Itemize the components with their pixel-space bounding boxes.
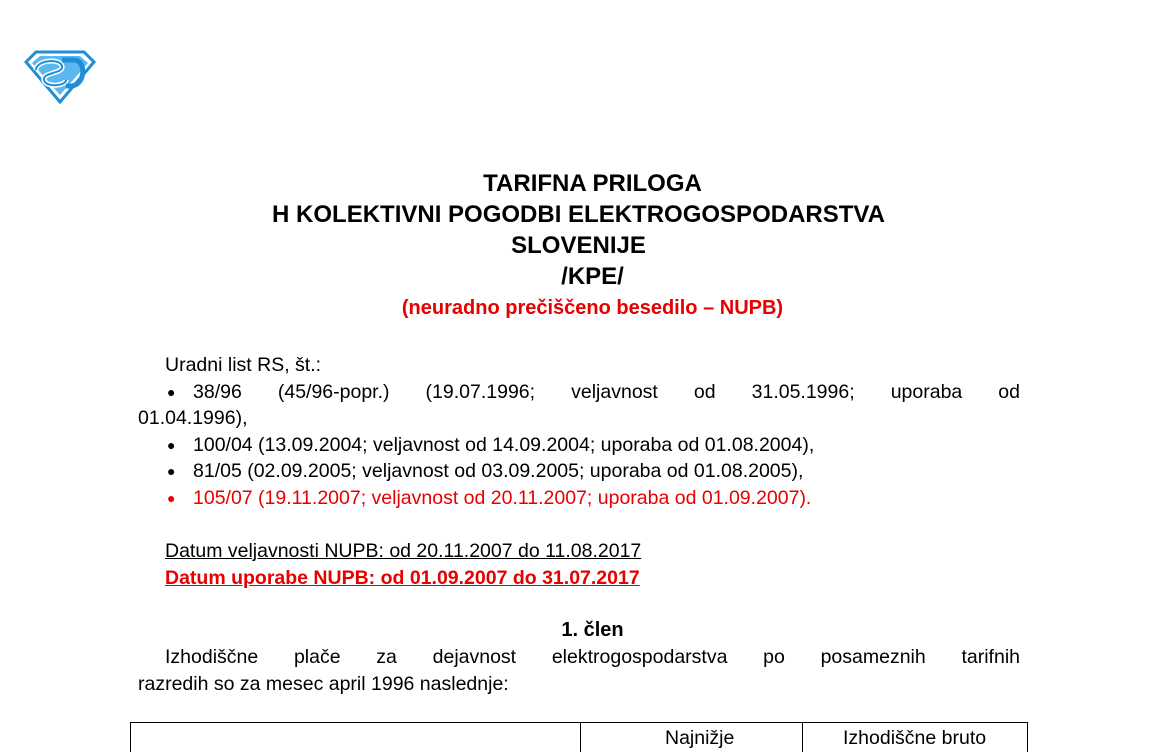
table-column-divider bbox=[802, 723, 803, 752]
list-item-text: 100/04 (13.09.2004; veljavnost od 14.09.2004; uporaba od 01.08.2004), bbox=[193, 433, 815, 456]
elektro-slovenija-logo-icon bbox=[22, 48, 96, 104]
list-item bbox=[138, 485, 1020, 512]
list-item-text: 105/07 (19.11.2007; veljavnost od 20.11.2007; uporaba od 01.09.2007). bbox=[193, 486, 812, 509]
list-item bbox=[138, 458, 1020, 485]
list-item-continuation: 01.04.1996), bbox=[138, 407, 248, 429]
gazette-lead: Uradni list RS, št.: bbox=[165, 354, 322, 376]
gazette-references bbox=[138, 352, 1020, 511]
table-header-cell: Izhodiščne bruto bbox=[843, 727, 987, 749]
bullet-icon: ● bbox=[167, 489, 176, 506]
list-item bbox=[138, 379, 1020, 406]
title-line: /KPE/ bbox=[561, 263, 624, 290]
bullet-icon: ● bbox=[167, 383, 176, 400]
salary-table bbox=[130, 722, 1028, 752]
nupb-dates bbox=[138, 538, 1020, 591]
list-item-text: 81/05 (02.09.2005; veljavnost od 03.09.2005; uporaba od 01.08.2005), bbox=[193, 460, 804, 482]
document-title-block bbox=[0, 168, 1157, 322]
title-line: H KOLEKTIVNI POGODBI ELEKTROGOSPODARSTVA bbox=[272, 201, 885, 228]
validity-date-line: Datum veljavnosti NUPB: od 20.11.2007 do 11.08.2017 bbox=[165, 540, 642, 562]
list-item bbox=[138, 432, 1020, 459]
bullet-icon: ● bbox=[167, 436, 176, 453]
table-header-cell: Najnižje bbox=[665, 727, 735, 749]
article-body bbox=[138, 644, 1020, 697]
document-subtitle: (neuradno prečiščeno besedilo – NUPB) bbox=[401, 297, 784, 319]
title-line: SLOVENIJE bbox=[511, 232, 646, 259]
article-text-line: razredih so za mesec april 1996 naslednje: bbox=[138, 672, 509, 695]
article-title: 1. člen bbox=[561, 619, 624, 641]
table-column-divider bbox=[580, 723, 581, 752]
list-item-text: 38/96 (45/96-popr.) (19.07.1996; veljavnost od 31.05.1996; uporaba od bbox=[193, 380, 1020, 403]
article-text-line: Izhodiščne plače za dejavnost elektrogospodarstva po posameznih tarifnih bbox=[165, 646, 1020, 668]
bullet-icon: ● bbox=[167, 463, 176, 479]
title-line: TARIFNA PRILOGA bbox=[483, 170, 702, 197]
usage-date-line: Datum uporabe NUPB: od 01.09.2007 do 31.07.2017 bbox=[165, 566, 640, 589]
